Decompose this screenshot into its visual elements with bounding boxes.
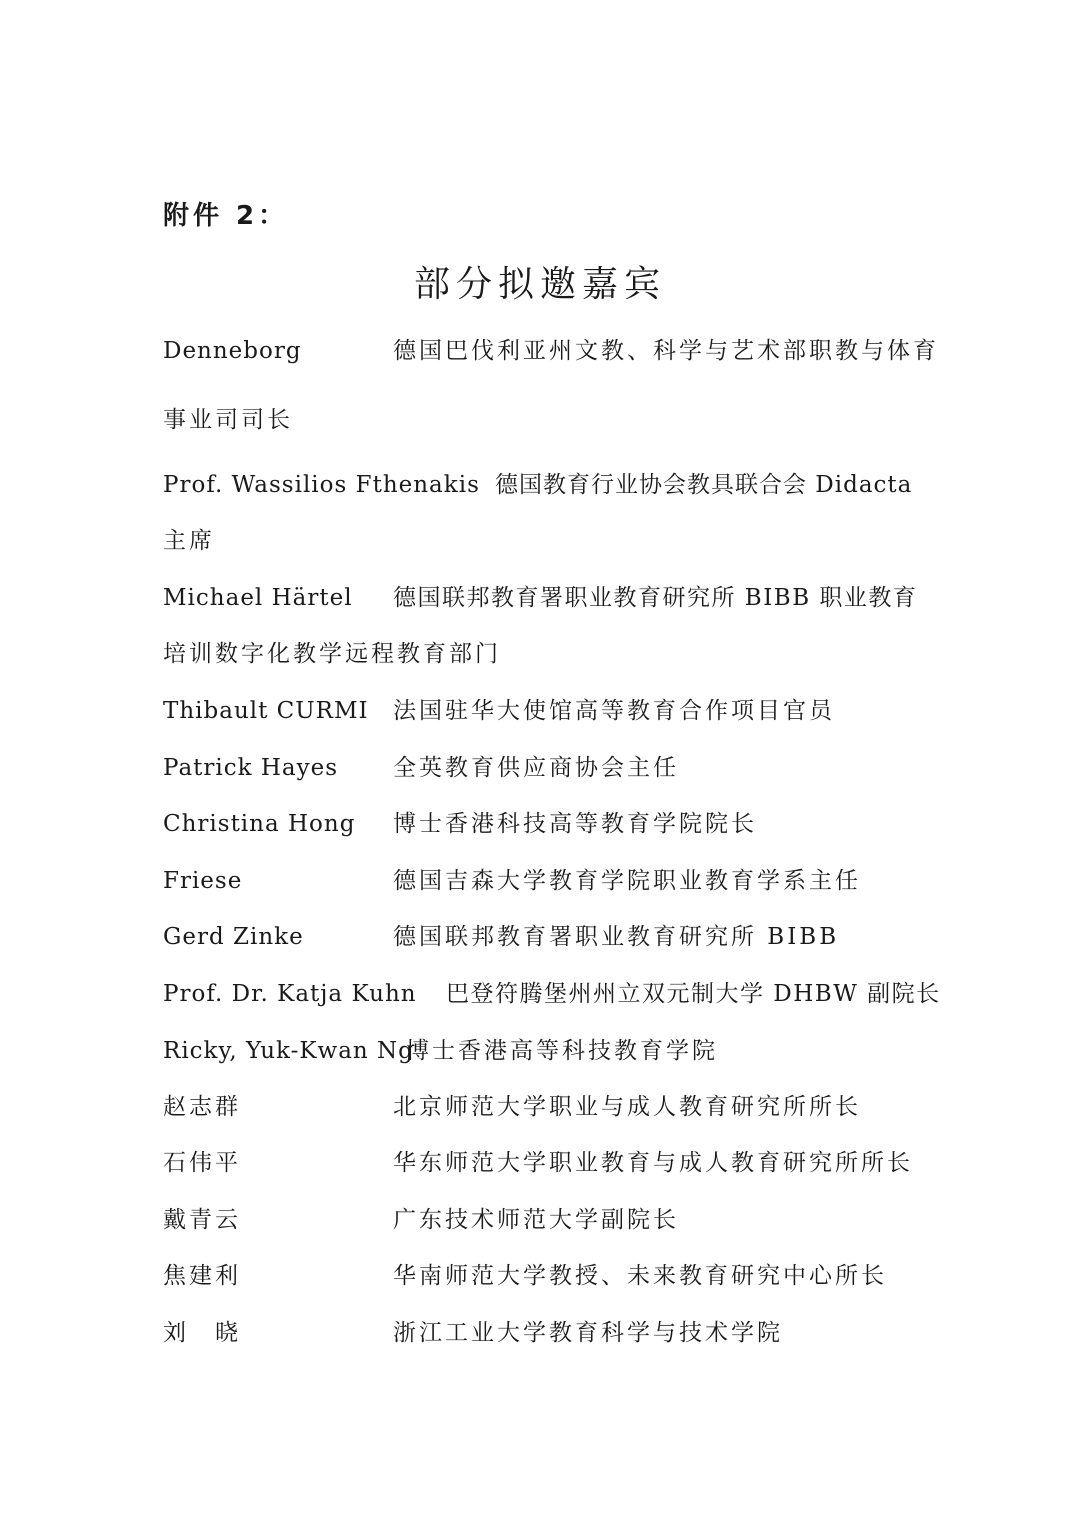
guest-name: Prof. Dr. Katja Kuhn (163, 981, 417, 1007)
guest-name: 赵志群 (163, 1094, 241, 1120)
guest-role: 博士香港高等科技教育学院 (406, 1038, 718, 1064)
guest-name: Gerd Zinke (163, 924, 304, 950)
guest-name: Ricky, Yuk-Kwan Ng (163, 1038, 414, 1064)
guest-name: Denneborg (163, 338, 302, 364)
page-title: 部分拟邀嘉宾 (413, 264, 666, 305)
guest-name: 刘 晓 (163, 1320, 241, 1346)
guest-role: 华南师范大学教授、未来教育研究中心所长 (393, 1263, 887, 1289)
guest-name: Prof. Wassilios Fthenakis (163, 472, 480, 498)
guest-role-continuation: 培训数字化教学远程教育部门 (163, 641, 501, 667)
guest-role: 浙江工业大学教育科学与技术学院 (393, 1320, 783, 1346)
guest-role: 德国联邦教育署职业教育研究所 BIBB (393, 924, 840, 950)
guest-name: Patrick Hayes (163, 755, 339, 781)
guest-role: 巴登符腾堡州州立双元制大学 DHBW 副院长 (446, 981, 941, 1007)
guest-role: 法国驻华大使馆高等教育合作项目官员 (393, 698, 835, 724)
guest-name: 石伟平 (163, 1150, 241, 1176)
guest-role-continuation: 事业司司长 (163, 407, 293, 433)
guest-role: 德国教育行业协会教具联合会 Didacta (495, 472, 913, 498)
guest-role: 北京师范大学职业与成人教育研究所所长 (393, 1094, 861, 1120)
guest-role: 华东师范大学职业教育与成人教育研究所所长 (393, 1150, 913, 1176)
guest-name: Christina Hong (163, 811, 356, 837)
guest-name: 戴青云 (163, 1207, 241, 1233)
guest-role: 广东技术师范大学副院长 (393, 1207, 679, 1233)
guest-name: 焦建利 (163, 1263, 241, 1289)
guest-name: Michael Härtel (163, 585, 353, 611)
attachment-label: 附件 2： (163, 201, 289, 231)
guest-role: 博士香港科技高等教育学院院长 (393, 811, 757, 837)
guest-role-continuation: 主席 (163, 528, 215, 554)
guest-name: Friese (163, 868, 243, 894)
guest-role: 德国巴伐利亚州文教、科学与艺术部职教与体育 (393, 338, 939, 364)
guest-role: 德国联邦教育署职业教育研究所 BIBB 职业教育 (393, 585, 918, 611)
guest-name: Thibault CURMI (163, 698, 369, 724)
guest-role: 德国吉森大学教育学院职业教育学系主任 (393, 868, 861, 894)
guest-role: 全英教育供应商协会主任 (393, 755, 679, 781)
